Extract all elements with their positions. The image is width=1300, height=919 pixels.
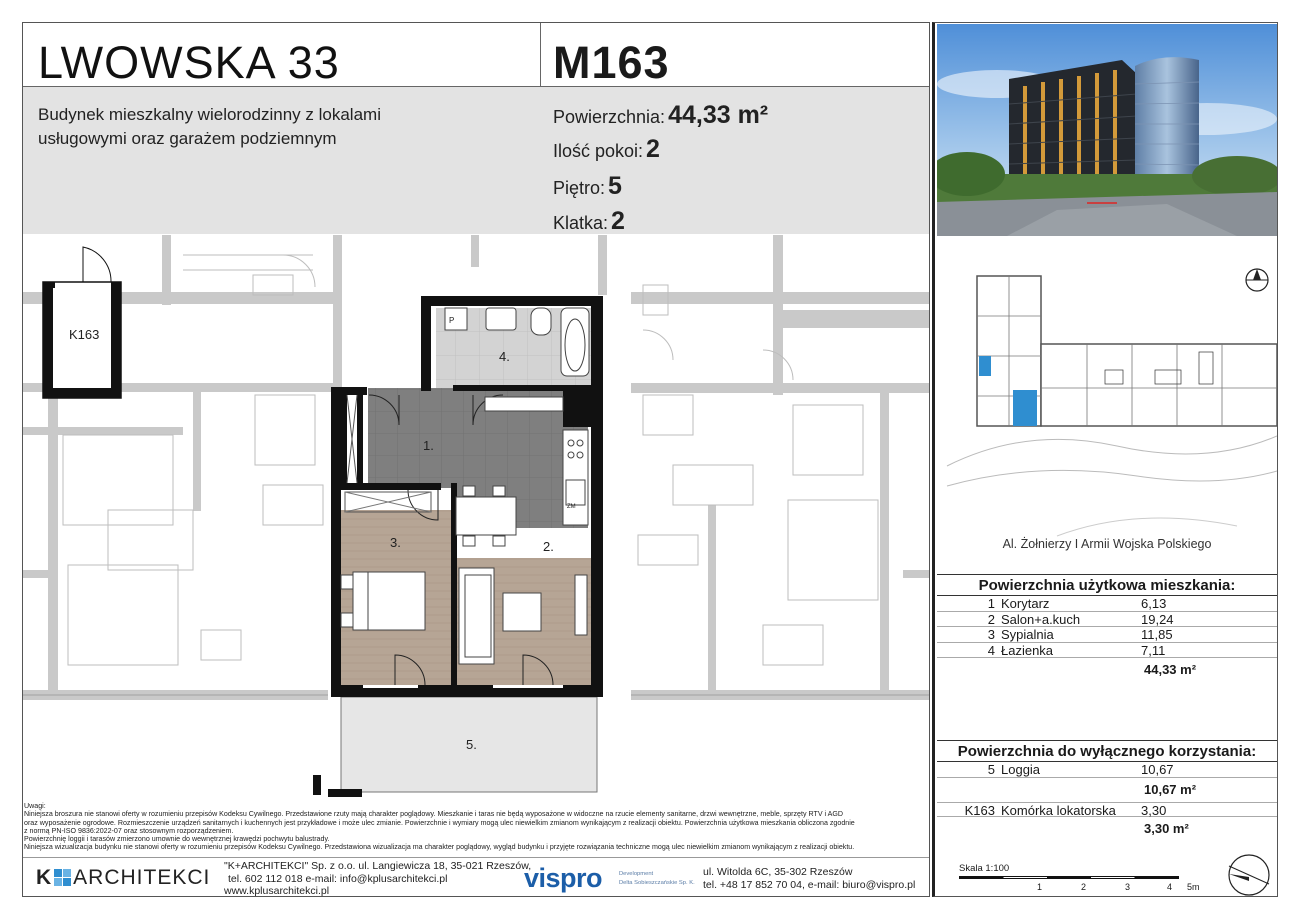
room-no: 4 [987,642,995,658]
scale-tick: 5m [1187,882,1200,892]
unit-highlight [1013,390,1037,426]
table-row [937,762,1277,778]
table-row [937,802,1277,818]
area-label: Powierzchnia: [553,107,666,127]
building-visualization-graphic [937,24,1277,236]
area-value: 44,33 m² [668,101,769,129]
storage-total: 3,30 m² [1144,821,1189,836]
table-row [937,627,1277,643]
loggia-no: 5 [987,762,995,777]
vispro-contact [703,866,915,891]
exclusive-area-title: Powierzchnia do wyłącznego korzystania: [937,740,1277,762]
scale-tick: 3 [1125,882,1131,892]
building-visualization [937,24,1277,236]
vispro-logo: vispro [524,863,603,893]
street-label: Al. Żołnierzy I Armii Wojska Polskiego [1002,537,1212,551]
room-label-2: 2. [543,539,554,554]
table-row [937,612,1277,628]
room-label-1: 1. [423,438,434,453]
usable-area-table [937,574,1277,682]
room-area: 19,24 [1141,611,1174,627]
site-plan [937,256,1277,566]
kplus-logo-text: ARCHITEKCI [73,866,211,889]
scale-tick: 4 [1167,882,1173,892]
notes-line: oraz wyposażenie ogrodowe. Rozmieszczenie urządzeń sanitarnych i kuchennych jest przykładowe i może ulec zmianie. Powierzchnie i wymiary mogą ulec niewielkim zmianom wynikającym z realizacji obiektu. Powierzchnia użytkowa mieszkania obliczona zgodnie [24,818,855,827]
vispro-sub-line: Development [619,871,654,877]
usable-area-title: Powierzchnia użytkowa mieszkania: [937,574,1277,596]
kplus-logo [36,866,210,890]
notes-heading: Uwagi: [24,802,46,810]
room-no: 3 [987,627,995,642]
storage-no: K163 [964,802,995,818]
room-area: 7,11 [1141,642,1166,658]
building-description: Budynek mieszkalny wielorodzinny z lokalami usługowymi oraz garażem podziemnym [38,105,381,148]
storage-name: Komórka lokatorska [1001,802,1116,818]
loggia-area: 10,67 [1141,762,1174,777]
notes-line: Powierzchnię loggii i tarasów zmierzono umownie do wewnętrznej krawędzi pochwytu balustrady. [24,835,330,844]
notes-line: Niniejsza broszura nie stanowi oferty w rozumieniu przepisów Kodeksu Cywilnego. Przedstawione rzuty mają charakter poglądowy. Mieszkanie i taras nie będą wyposażone w widoczne na rzucie elementy sanitarne, drzwi wewnętrzne, meble, sprzęty RTV i AGD [24,810,844,819]
storage-area: 3,30 [1141,802,1167,818]
loggia-name: Loggia [1001,762,1041,777]
unit-code: M163 [553,37,670,88]
kplus-plus-icon [54,869,71,886]
staircase-label: Klatka: [553,213,609,233]
kplus-contact [224,860,531,898]
kplus-phone: tel. 602 112 018 e-mail: info@kplusarchitekci.pl [228,872,448,885]
storage-unit [43,247,121,398]
north-arrow-icon [1226,852,1272,898]
site-plan-graphic [937,256,1277,566]
table-row [937,643,1277,659]
notes-line: Niniejsza wizualizacja budynku nie stanowi oferty w rozumieniu przepisów Kodeksu Cywilnego. Przedstawiona wizualizacja ma charakter poglądowy, wygląd budynku i przyjęte rozwiązania techniczne mogą ulec niewielkim zmianom wynikającym z realizacji obiektu. [24,843,855,852]
vispro-sub-line: Delta Sobieszczańskie Sp. K. [619,880,695,886]
kplus-www[interactable]: www.kplusarchitekci.pl [224,885,330,897]
scale-graphic [959,876,1179,879]
area-info [553,101,768,130]
scale-bar [955,860,1200,896]
kplus-address: "K+ARCHITEKCI" Sp. z o.o. ul. Langiewicza 18, 35-021 Rzeszów, [224,860,532,872]
vispro-address: ul. Witolda 6C, 35-302 Rzeszów [703,866,853,878]
room-no: 2 [987,611,995,627]
usable-area-total: 44,33 m² [1144,662,1197,677]
notes [24,802,930,852]
fixture-label-p: P [449,316,455,325]
room-name: Korytarz [1001,596,1050,611]
room-name: Salon+a.kuch [1001,611,1081,627]
scale-tick: 2 [1081,882,1087,892]
scale-label: Skala 1:100 [959,863,1010,874]
staircase-value: 2 [611,207,625,235]
room-label-3: 3. [390,535,401,550]
footer-divider [23,857,929,858]
floor-label: Piętro: [553,178,606,198]
room-name: Sypialnia [1001,627,1054,642]
room-area: 6,13 [1141,596,1167,611]
loggia-total: 10,67 m² [1144,781,1197,797]
fixture-label-zm: ZM [567,504,576,510]
exclusive-area-table [937,740,1277,841]
rooms-label: Ilość pokoi: [553,141,644,161]
notes-line: z normą PN-ISO 9836:2022-07 oraz stosownym rozporządzeniem. [24,826,234,835]
vispro-phone-email: tel. +48 17 852 70 04, e-mail: biuro@vispro.pl [703,878,916,891]
staircase-info [553,207,625,236]
room-name: Łazienka [1001,642,1054,658]
bed [341,572,425,630]
room-no: 1 [987,596,995,611]
room-label-5: 5. [466,737,477,752]
rooms-info [553,135,660,164]
room-area: 11,85 [1141,627,1173,642]
kplus-logo-k: K [36,866,53,889]
floor-value: 5 [608,172,622,200]
floor-plan [23,235,929,800]
storage-label: K163 [69,327,100,342]
rooms-value: 2 [646,135,660,163]
room-label-4: 4. [499,349,510,364]
table-row [937,596,1277,612]
project-title: LWOWSKA 33 [38,37,340,88]
vispro-subtitle [619,870,695,888]
floor-info [553,172,622,201]
scale-tick: 1 [1037,882,1043,892]
